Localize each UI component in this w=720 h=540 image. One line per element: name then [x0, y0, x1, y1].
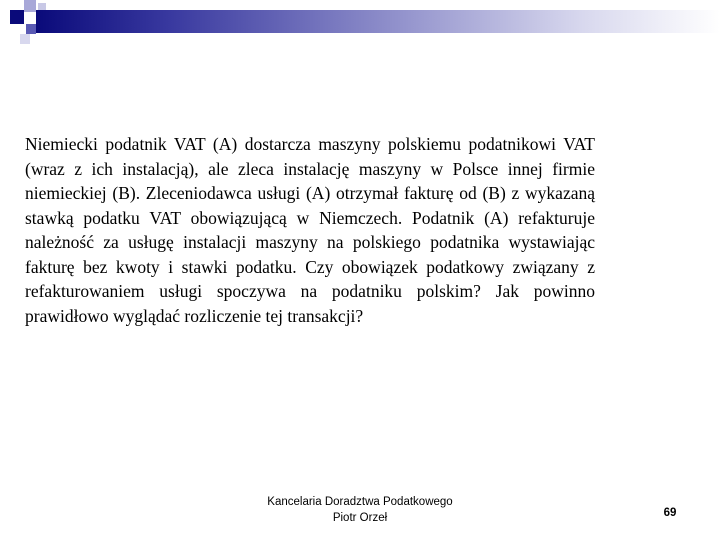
deco-square-mid	[26, 24, 36, 34]
deco-square-dark	[10, 10, 24, 24]
footer-author: Piotr Orzeł	[332, 512, 388, 524]
header-gradient-band	[36, 10, 720, 33]
deco-square-bottom	[20, 34, 30, 44]
page-number: 69	[663, 507, 677, 519]
deco-square-light	[24, 0, 36, 12]
footer	[210, 494, 510, 526]
footer-company: Kancelaria Doradztwa Podatkowego	[267, 496, 453, 508]
question-paragraph: Niemiecki podatnik VAT (A) dostarcza maszyny polskiemu podatnikowi VAT (wraz z ich instalacją), ale zleca instalację maszyny w Polsce innej firmie niemieckiej (B). Zleceniodawca usługi (A) otrzymał fakturę od (B) z wykazaną stawką podatku VAT obowiązującą w Niemczech. Podatnik (A) refakturuje należność za usługę instalacji maszyny na polskiego podatnika wystawiając fakturę bez kwoty i stawki podatku. Czy obowiązek podatkowy związany z refakturowaniem usługi spoczywa na podatniku polskim? Jak powinno prawidłowo wyglądać rozliczenie tej transakcji?	[25, 134, 595, 326]
